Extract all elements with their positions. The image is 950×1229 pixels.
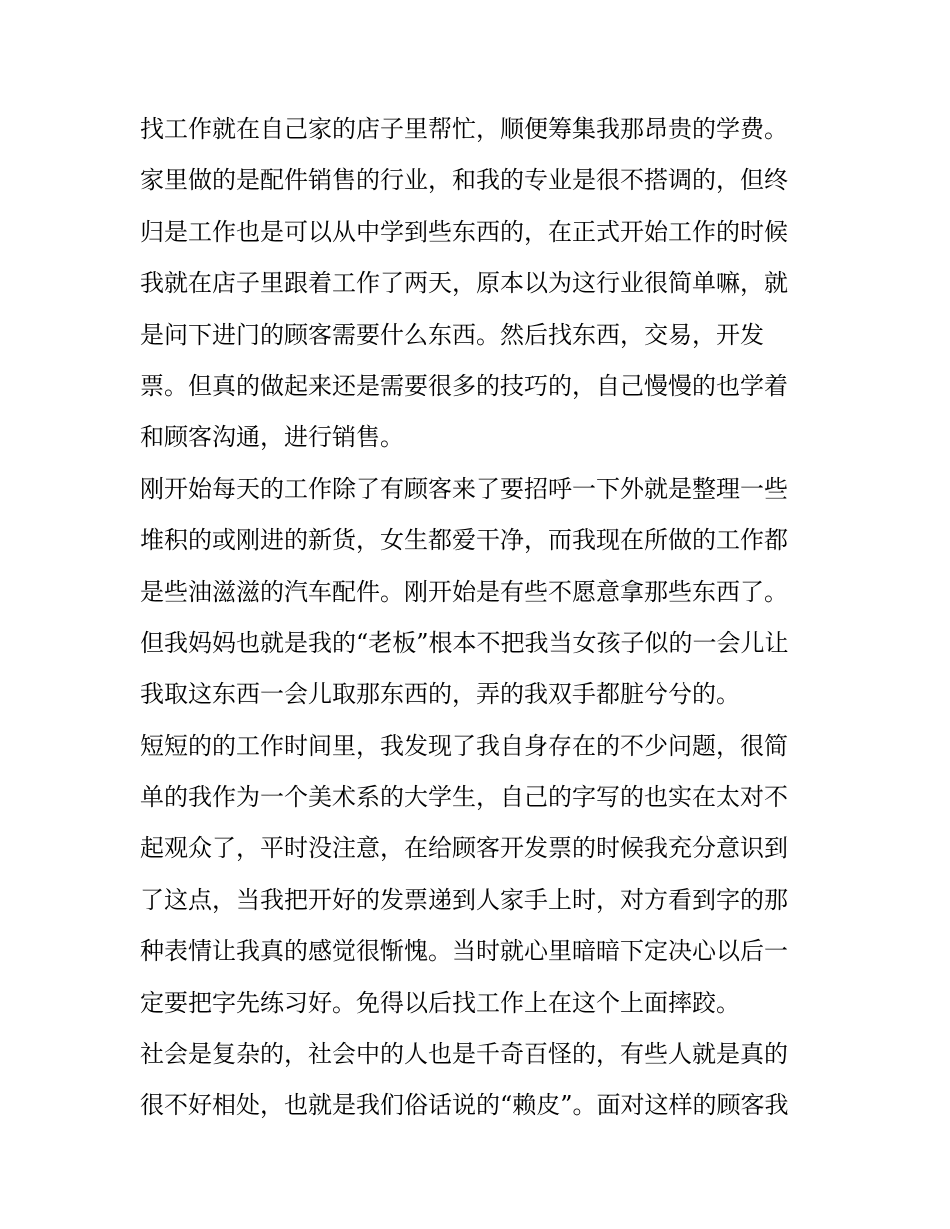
text-line: 票。但真的做起来还是需要很多的技巧的，自己慢慢的也学着 (140, 371, 788, 400)
text-line: 我取这东西一会儿取那东西的，弄的我双手都脏兮兮的。 (140, 680, 740, 709)
text-line: 是些油滋滋的汽车配件。刚开始是有些不愿意拿那些东西了。 (140, 577, 788, 606)
text-line: 家里做的是配件销售的行业，和我的专业是很不搭调的，但终 (140, 166, 788, 195)
text-line: 和顾客沟通，进行销售。 (140, 423, 404, 452)
text-line: 归是工作也是可以从中学到些东西的，在正式开始工作的时候 (140, 217, 788, 246)
text-line: 短短的的工作时间里，我发现了我自身存在的不少问题，很简 (140, 731, 788, 760)
text-line: 了这点，当我把开好的发票递到人家手上时，对方看到字的那 (140, 885, 788, 914)
text-line: 起观众了，平时没注意，在给顾客开发票的时候我充分意识到 (140, 834, 788, 863)
text-line: 堆积的或刚进的新货，女生都爱干净，而我现在所做的工作都 (140, 526, 788, 555)
text-line: 单的我作为一个美术系的大学生，自己的字写的也实在太对不 (140, 783, 788, 812)
text-line: 是问下进门的顾客需要什么东西。然后找东西，交易，开发 (140, 320, 764, 349)
body-text (140, 104, 840, 1132)
text-line: 定要把字先练习好。免得以后找工作上在这个上面摔跤。 (140, 988, 740, 1017)
text-line: 很不好相处，也就是我们俗话说的“赖皮”。面对这样的顾客我 (140, 1091, 789, 1120)
text-line: 找工作就在自己家的店子里帮忙，顺便筹集我那昂贵的学费。 (140, 115, 788, 143)
text-line: 我就在店子里跟着工作了两天，原本以为这行业很简单嘛，就 (140, 269, 788, 298)
text-line: 刚开始每天的工作除了有顾客来了要招呼一下外就是整理一些 (140, 474, 788, 503)
text-line: 但我妈妈也就是我的“老板”根本不把我当女孩子似的一会儿让 (140, 628, 789, 657)
text-line: 种表情让我真的感觉很惭愧。当时就心里暗暗下定决心以后一 (140, 937, 788, 966)
text-line: 社会是复杂的，社会中的人也是千奇百怪的，有些人就是真的 (140, 1040, 788, 1069)
